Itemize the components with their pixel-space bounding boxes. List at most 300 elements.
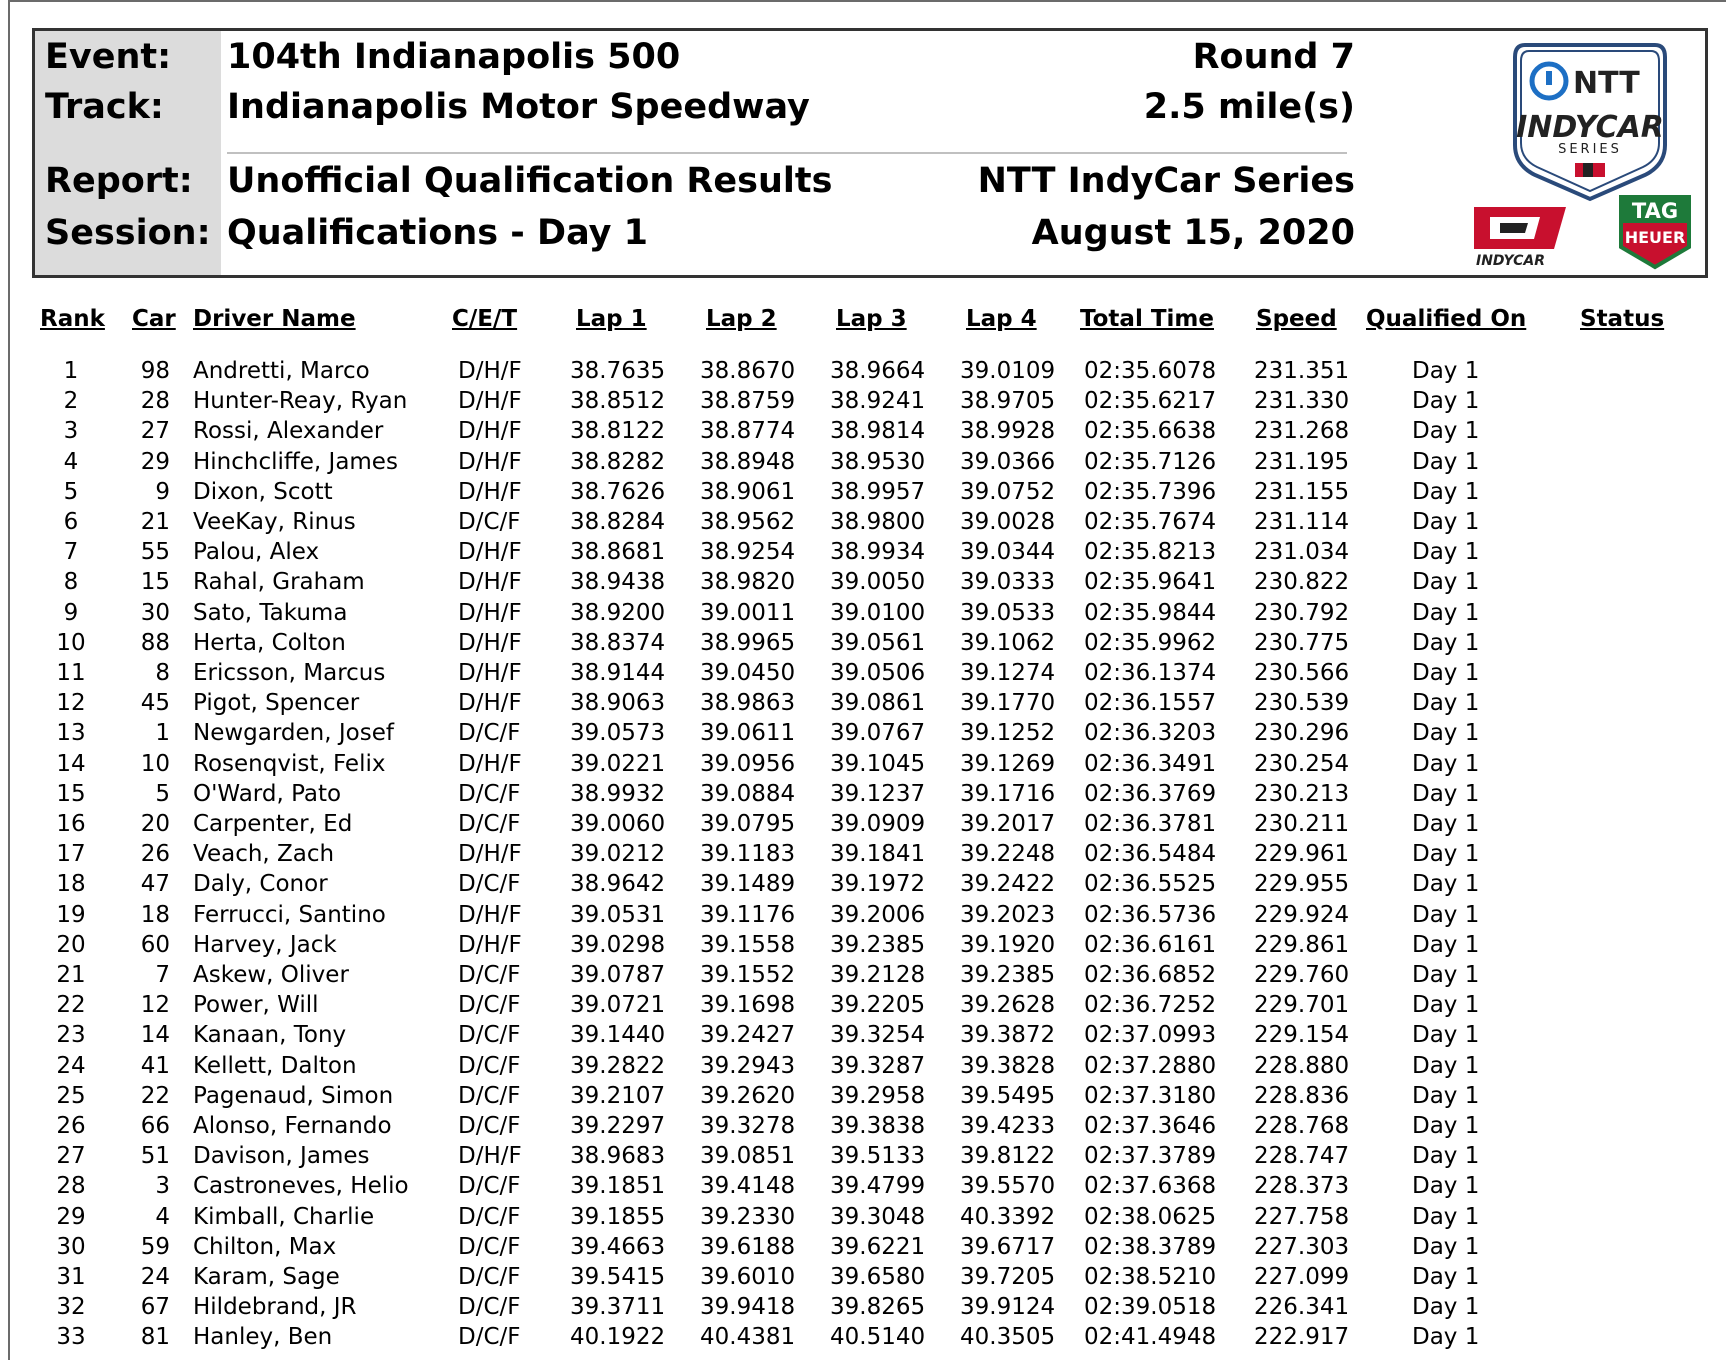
lap3-cell: 39.3048 [830, 1203, 926, 1230]
lap2-cell: 39.6010 [700, 1264, 796, 1290]
lap4-cell: 39.5495 [960, 1082, 1056, 1109]
lap4-cell: 39.1274 [960, 660, 1056, 686]
qualified-on-cell: Day 1 [1412, 1264, 1480, 1290]
cet-cell: D/C/F [458, 1113, 521, 1139]
lap4-cell: 39.1770 [960, 690, 1056, 717]
lap3-cell: 40.5140 [830, 1324, 926, 1351]
lap4-cell: 40.3392 [960, 1203, 1056, 1230]
cet-cell: D/C/F [458, 1324, 521, 1351]
rank-cell: 10 [56, 629, 86, 656]
qualified-on-cell: Day 1 [1412, 599, 1480, 626]
cet-cell: D/H/F [458, 388, 522, 415]
lap3-cell: 39.0050 [830, 569, 926, 596]
lap1-cell: 40.1922 [570, 1324, 666, 1351]
speed-cell: 230.775 [1254, 629, 1350, 656]
rank-cell: 33 [56, 1324, 86, 1351]
lap1-cell: 38.9063 [570, 690, 666, 717]
table-row [0, 902, 1726, 932]
rank-cell: 30 [56, 1233, 86, 1260]
car-cell: 15 [140, 569, 170, 596]
lap2-cell: 38.8948 [700, 448, 796, 475]
speed-cell: 229.861 [1254, 931, 1350, 958]
car-cell: 41 [140, 1052, 170, 1079]
driver-cell: Harvey, Jack [193, 931, 337, 958]
series-text: SERIES [1558, 142, 1622, 157]
lap4-cell: 39.2628 [960, 992, 1056, 1019]
car-cell: 26 [140, 841, 170, 868]
qualified-on-cell: Day 1 [1412, 358, 1480, 384]
lap1-cell: 38.9200 [570, 599, 666, 626]
table-row [0, 690, 1726, 720]
lap2-cell: 38.9562 [700, 509, 796, 535]
speed-cell: 230.792 [1254, 599, 1350, 626]
car-cell: 22 [140, 1082, 170, 1109]
lap3-cell: 39.2385 [830, 931, 926, 958]
rank-cell: 25 [56, 1082, 86, 1109]
session-label: Session: [45, 213, 211, 253]
car-cell: 8 [155, 660, 170, 686]
lap4-cell: 39.0752 [960, 478, 1056, 505]
table-row [0, 871, 1726, 901]
total-time-cell: 02:35.9641 [1084, 569, 1217, 596]
rank-cell: 31 [56, 1264, 86, 1290]
lap4-cell: 39.0109 [960, 358, 1056, 384]
qualified-on-cell: Day 1 [1412, 629, 1480, 656]
lap2-cell: 39.2620 [700, 1082, 796, 1109]
cet-cell: D/H/F [458, 478, 522, 505]
driver-cell: Hildebrand, JR [193, 1294, 357, 1321]
driver-cell: Rosenqvist, Felix [193, 750, 386, 777]
total-time-cell: 02:37.3180 [1084, 1082, 1217, 1109]
driver-cell: Hanley, Ben [193, 1324, 333, 1351]
cet-cell: D/H/F [458, 358, 522, 384]
car-cell: 98 [140, 358, 170, 384]
rank-cell: 17 [56, 841, 86, 868]
lap4-cell: 39.2023 [960, 901, 1056, 928]
lap4-cell: 40.3505 [960, 1324, 1056, 1351]
report-date: August 15, 2020 [1031, 213, 1355, 253]
cet-cell: D/C/F [458, 1264, 521, 1290]
lap2-cell: 39.1183 [700, 841, 796, 868]
driver-cell: Kanaan, Tony [193, 1022, 347, 1049]
lap2-cell: 38.8670 [700, 358, 796, 384]
table-row [0, 1053, 1726, 1083]
cet-cell: D/H/F [458, 931, 522, 958]
speed-cell: 230.254 [1254, 750, 1350, 777]
lap4-cell: 39.0533 [960, 599, 1056, 626]
lap2-cell: 39.0611 [700, 720, 796, 747]
track-label: Track: [45, 87, 164, 127]
lap4-cell: 39.1062 [960, 629, 1056, 656]
table-row [0, 841, 1726, 871]
lap1-cell: 39.4663 [570, 1233, 666, 1260]
lap3-cell: 38.9800 [830, 509, 926, 535]
lap2-cell: 39.1558 [700, 931, 796, 958]
lap1-cell: 39.0721 [570, 992, 666, 1019]
car-cell: 12 [140, 992, 170, 1019]
car-cell: 10 [140, 750, 170, 777]
lap2-cell: 38.8774 [700, 418, 796, 445]
car-cell: 5 [155, 780, 170, 807]
lap4-cell: 39.3828 [960, 1052, 1056, 1079]
lap3-cell: 39.2006 [830, 901, 926, 928]
lap2-cell: 38.9061 [700, 478, 796, 505]
total-time-cell: 02:35.6078 [1084, 358, 1217, 384]
cet-cell: D/H/F [458, 629, 522, 656]
table-row [0, 1022, 1726, 1052]
lap4-cell: 39.6717 [960, 1233, 1056, 1260]
lap4-cell: 38.9705 [960, 388, 1056, 415]
qualified-on-cell: Day 1 [1412, 690, 1480, 717]
total-time-cell: 02:41.4948 [1084, 1324, 1217, 1351]
tag-heuer-logo-icon [1615, 193, 1695, 271]
driver-cell: Hunter-Reay, Ryan [193, 388, 408, 415]
speed-cell: 228.747 [1254, 1143, 1350, 1170]
cet-cell: D/C/F [458, 780, 521, 807]
qualified-on-cell: Day 1 [1412, 660, 1480, 686]
driver-cell: Pigot, Spencer [193, 690, 360, 717]
car-cell: 59 [140, 1233, 170, 1260]
rank-cell: 11 [56, 660, 86, 686]
lap4-cell: 39.3872 [960, 1022, 1056, 1049]
driver-cell: Sato, Takuma [193, 599, 348, 626]
lap1-cell: 39.0221 [570, 750, 666, 777]
lap1-cell: 38.9642 [570, 871, 666, 898]
lap2-cell: 38.9965 [700, 629, 796, 656]
lap3-cell: 39.0561 [830, 629, 926, 656]
total-time-cell: 02:35.6638 [1084, 418, 1217, 445]
car-cell: 29 [140, 448, 170, 475]
lap3-cell: 39.2958 [830, 1082, 926, 1109]
lap1-cell: 39.1851 [570, 1173, 666, 1200]
lap3-cell: 39.3838 [830, 1113, 926, 1139]
lap4-cell: 39.8122 [960, 1143, 1056, 1170]
qualified-on-cell: Day 1 [1412, 1324, 1480, 1351]
table-row [0, 1294, 1726, 1324]
car-cell: 21 [140, 509, 170, 535]
lap3-cell: 39.0100 [830, 599, 926, 626]
lap4-cell: 39.1252 [960, 720, 1056, 747]
car-cell: 7 [155, 962, 170, 988]
lap2-cell: 38.9863 [700, 690, 796, 717]
lap2-cell: 38.8759 [700, 388, 796, 415]
lap3-cell: 38.9241 [830, 388, 926, 415]
cet-cell: D/H/F [458, 1143, 522, 1170]
total-time-cell: 02:35.9962 [1084, 629, 1217, 656]
speed-cell: 230.211 [1254, 811, 1350, 837]
cet-cell: D/C/F [458, 509, 521, 535]
driver-cell: Ericsson, Marcus [193, 660, 386, 686]
driver-cell: Rossi, Alexander [193, 418, 384, 445]
table-row [0, 1173, 1726, 1203]
rank-cell: 26 [56, 1113, 86, 1139]
qualified-on-cell: Day 1 [1412, 962, 1480, 988]
total-time-cell: 02:36.5736 [1084, 901, 1217, 928]
rank-cell: 4 [63, 448, 79, 475]
lap4-cell: 39.0366 [960, 448, 1056, 475]
car-cell: 81 [140, 1324, 170, 1351]
total-time-cell: 02:36.5484 [1084, 841, 1217, 868]
lap3-cell: 39.0909 [830, 811, 926, 837]
lap3-cell: 39.1841 [830, 841, 926, 868]
lap4-cell: 39.0344 [960, 539, 1056, 566]
table-row [0, 1324, 1726, 1354]
qualified-on-cell: Day 1 [1412, 509, 1480, 535]
speed-cell: 227.099 [1254, 1264, 1350, 1290]
table-row [0, 358, 1726, 388]
speed-cell: 231.114 [1254, 509, 1350, 535]
driver-cell: Newgarden, Josef [193, 720, 394, 747]
lap1-cell: 39.1855 [570, 1203, 666, 1230]
total-time-cell: 02:38.3789 [1084, 1233, 1217, 1260]
qualified-on-cell: Day 1 [1412, 750, 1480, 777]
rank-cell: 28 [56, 1173, 86, 1200]
lap4-cell: 39.1269 [960, 750, 1056, 777]
rank-cell: 16 [56, 811, 86, 837]
table-row [0, 932, 1726, 962]
lap1-cell: 39.1440 [570, 1022, 666, 1049]
cet-cell: D/C/F [458, 720, 521, 747]
cet-cell: D/C/F [458, 1082, 521, 1109]
lap2-cell: 39.2943 [700, 1052, 796, 1079]
rank-cell: 24 [56, 1052, 86, 1079]
tag-text: TAG [1631, 199, 1679, 223]
table-row [0, 720, 1726, 750]
car-cell: 45 [140, 690, 170, 717]
lap1-cell: 38.8284 [570, 509, 666, 535]
lap1-cell: 38.8512 [570, 388, 666, 415]
rank-cell: 14 [56, 750, 86, 777]
car-cell: 20 [140, 811, 170, 837]
table-row [0, 992, 1726, 1022]
rank-cell: 12 [56, 690, 86, 717]
driver-cell: Carpenter, Ed [193, 811, 353, 837]
total-time-cell: 02:35.6217 [1084, 388, 1217, 415]
lap2-cell: 39.9418 [700, 1294, 796, 1321]
driver-cell: Dixon, Scott [193, 478, 333, 505]
total-time-cell: 02:36.6161 [1084, 931, 1217, 958]
speed-cell: 231.195 [1254, 448, 1350, 475]
cet-cell: D/H/F [458, 750, 522, 777]
col-car: Car [132, 306, 176, 332]
lap1-cell: 38.8681 [570, 539, 666, 566]
table-row [0, 781, 1726, 811]
lap2-cell: 39.6188 [700, 1233, 796, 1260]
lap1-cell: 38.8374 [570, 629, 666, 656]
track-length: 2.5 mile(s) [1143, 87, 1355, 127]
total-time-cell: 02:38.0625 [1084, 1203, 1217, 1230]
qualified-on-cell: Day 1 [1412, 901, 1480, 928]
lap1-cell: 38.7635 [570, 358, 666, 384]
lap4-cell: 39.9124 [960, 1294, 1056, 1321]
rank-cell: 29 [56, 1203, 86, 1230]
col-lap2: Lap 2 [706, 306, 777, 332]
lap3-cell: 39.3287 [830, 1052, 926, 1079]
speed-cell: 231.351 [1254, 358, 1350, 384]
total-time-cell: 02:37.6368 [1084, 1173, 1217, 1200]
speed-cell: 228.880 [1254, 1052, 1350, 1079]
lap3-cell: 39.5133 [830, 1143, 926, 1170]
car-cell: 27 [140, 418, 170, 445]
rank-cell: 5 [63, 478, 79, 505]
lap3-cell: 38.9814 [830, 418, 926, 445]
lap4-cell: 39.2017 [960, 811, 1056, 837]
total-time-cell: 02:36.5525 [1084, 871, 1217, 898]
qualified-on-cell: Day 1 [1412, 1203, 1480, 1230]
cet-cell: D/H/F [458, 448, 522, 475]
lap2-cell: 39.0450 [700, 660, 796, 686]
table-row [0, 660, 1726, 690]
lap1-cell: 39.5415 [570, 1264, 666, 1290]
rank-cell: 15 [56, 780, 86, 807]
lap3-cell: 39.4799 [830, 1173, 926, 1200]
lap1-cell: 39.0531 [570, 901, 666, 928]
cet-cell: D/H/F [458, 418, 522, 445]
rank-cell: 13 [56, 720, 86, 747]
lap3-cell: 38.9934 [830, 539, 926, 566]
lap2-cell: 40.4381 [700, 1324, 796, 1351]
lap2-cell: 39.1552 [700, 962, 796, 988]
driver-cell: Andretti, Marco [193, 358, 370, 384]
lap1-cell: 38.9438 [570, 569, 666, 596]
header-divider [227, 152, 1347, 154]
lap1-cell: 39.0212 [570, 841, 666, 868]
lap3-cell: 38.9957 [830, 478, 926, 505]
rank-cell: 8 [63, 569, 79, 596]
car-cell: 30 [140, 599, 170, 626]
total-time-cell: 02:36.3491 [1084, 750, 1217, 777]
rank-cell: 2 [63, 388, 79, 415]
lap2-cell: 39.1698 [700, 992, 796, 1019]
total-time-cell: 02:35.9844 [1084, 599, 1217, 626]
car-cell: 67 [140, 1294, 170, 1321]
table-row [0, 1143, 1726, 1173]
lap1-cell: 38.9683 [570, 1143, 666, 1170]
car-cell: 51 [140, 1143, 170, 1170]
car-cell: 1 [155, 720, 170, 747]
lap2-cell: 39.0884 [700, 780, 796, 807]
cet-cell: D/C/F [458, 962, 521, 988]
table-row [0, 479, 1726, 509]
driver-cell: Palou, Alex [193, 539, 320, 566]
total-time-cell: 02:36.3769 [1084, 780, 1217, 807]
total-time-cell: 02:37.2880 [1084, 1052, 1217, 1079]
lap3-cell: 39.3254 [830, 1022, 926, 1049]
lap3-cell: 39.1045 [830, 750, 926, 777]
qualified-on-cell: Day 1 [1412, 1022, 1480, 1049]
cet-cell: D/H/F [458, 599, 522, 626]
lap2-cell: 38.9820 [700, 569, 796, 596]
speed-cell: 228.836 [1254, 1082, 1350, 1109]
rank-cell: 23 [56, 1022, 86, 1049]
col-driver: Driver Name [193, 306, 356, 332]
qualified-on-cell: Day 1 [1412, 539, 1480, 566]
cet-cell: D/C/F [458, 1022, 521, 1049]
driver-cell: Castroneves, Helio [193, 1173, 409, 1200]
qualified-on-cell: Day 1 [1412, 871, 1480, 898]
lap1-cell: 39.0573 [570, 720, 666, 747]
lap1-cell: 38.9144 [570, 660, 666, 686]
lap1-cell: 38.8122 [570, 418, 666, 445]
table-row [0, 811, 1726, 841]
lap1-cell: 39.3711 [570, 1294, 666, 1321]
lap4-cell: 39.4233 [960, 1113, 1056, 1139]
table-row [0, 962, 1726, 992]
report-header [32, 28, 1708, 278]
rank-cell: 6 [63, 509, 79, 535]
lap3-cell: 39.6221 [830, 1233, 926, 1260]
ntt-indycar-series-logo-icon [1505, 35, 1675, 205]
col-status: Status [1580, 306, 1665, 332]
lap2-cell: 39.0956 [700, 750, 796, 777]
lap2-cell: 39.2427 [700, 1022, 796, 1049]
speed-cell: 231.155 [1254, 478, 1350, 505]
lap2-cell: 39.1489 [700, 871, 796, 898]
table-row [0, 751, 1726, 781]
qualified-on-cell: Day 1 [1412, 720, 1480, 747]
speed-cell: 227.758 [1254, 1203, 1350, 1230]
lap4-cell: 39.7205 [960, 1264, 1056, 1290]
lap4-cell: 38.9928 [960, 418, 1056, 445]
lap1-cell: 39.0298 [570, 931, 666, 958]
cet-cell: D/C/F [458, 1233, 521, 1260]
lap4-cell: 39.2385 [960, 962, 1056, 988]
table-row [0, 1083, 1726, 1113]
lap2-cell: 39.1176 [700, 901, 796, 928]
col-qualified-on: Qualified On [1366, 306, 1527, 332]
speed-cell: 231.330 [1254, 388, 1350, 415]
speed-cell: 230.566 [1254, 660, 1350, 686]
lap3-cell: 38.9664 [830, 358, 926, 384]
total-time-cell: 02:35.7126 [1084, 448, 1217, 475]
total-time-cell: 02:37.3789 [1084, 1143, 1217, 1170]
cet-cell: D/C/F [458, 1203, 521, 1230]
qualified-on-cell: Day 1 [1412, 1082, 1480, 1109]
rank-cell: 1 [63, 358, 79, 384]
qualified-on-cell: Day 1 [1412, 478, 1480, 505]
cet-cell: D/H/F [458, 539, 522, 566]
lap3-cell: 39.6580 [830, 1264, 926, 1290]
total-time-cell: 02:36.3781 [1084, 811, 1217, 837]
speed-cell: 230.539 [1254, 690, 1350, 717]
car-cell: 4 [155, 1203, 170, 1230]
report-value: Unofficial Qualification Results [227, 161, 833, 201]
lap2-cell: 39.2330 [700, 1203, 796, 1230]
speed-cell: 222.917 [1254, 1324, 1350, 1351]
driver-cell: Ferrucci, Santino [193, 901, 386, 928]
indycar-small-text: INDYCAR [1476, 253, 1545, 269]
lap3-cell: 39.2205 [830, 992, 926, 1019]
total-time-cell: 02:37.3646 [1084, 1113, 1217, 1139]
driver-cell: Karam, Sage [193, 1264, 340, 1290]
speed-cell: 229.701 [1254, 992, 1350, 1019]
driver-cell: Davison, James [193, 1143, 370, 1170]
table-row [0, 509, 1726, 539]
qualified-on-cell: Day 1 [1412, 388, 1480, 415]
lap3-cell: 39.0506 [830, 660, 926, 686]
rank-cell: 19 [56, 901, 86, 928]
rank-cell: 3 [63, 418, 79, 445]
lap4-cell: 39.0333 [960, 569, 1056, 596]
lap3-cell: 39.8265 [830, 1294, 926, 1321]
driver-cell: Pagenaud, Simon [193, 1082, 394, 1109]
col-lap1: Lap 1 [576, 306, 647, 332]
driver-cell: Herta, Colton [193, 629, 346, 656]
table-row [0, 449, 1726, 479]
lap1-cell: 38.9932 [570, 780, 666, 807]
rank-cell: 32 [56, 1294, 86, 1321]
driver-cell: Power, Will [193, 992, 319, 1019]
